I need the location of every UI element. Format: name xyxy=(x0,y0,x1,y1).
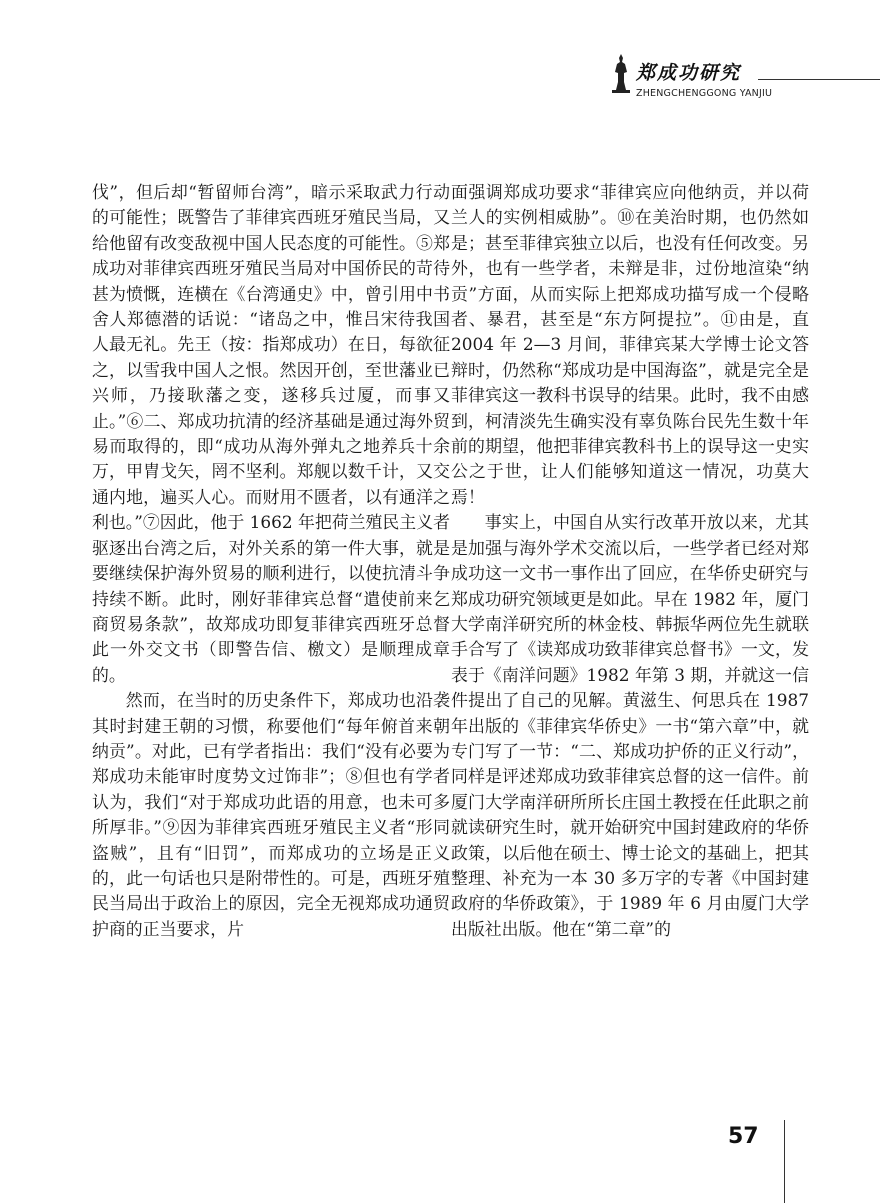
journal-title: 郑成功研究 xyxy=(636,62,742,84)
left-paragraph-1: 伐”，但后却“暂留师台湾”，暗示采取武力行动的可能性；既警告了菲律宾西班牙殖民当局，又给他留有改变敌视中国人民态度的可能性。⑤郑成功对菲律宾西班牙殖民当局对中国侨民的苛待甚为愤慨，连横在《台湾通史》中，曾引用中书舍人郑德潜的话说：“诸岛之中，惟吕宋待我国人最无礼。先王（按：指郑成功）在日，每欲征之，以雪我中国人之恨。然因开创，至世藩业已兴师，乃接耿藩之变，遂移兵过厦，而事又止。”⑥二、郑成功抗清的经济基础是通过海外贸易而取得的，即“成功从海外弹丸之地养兵十余万，甲胄戈矢，罔不坚利。郑舰以数千计，又交通内地，遍买人心。而财用不匮者，以有通洋之利也。”⑦因此，他于 1662 年把荷兰殖民主义者驱逐出台湾之后，对外关系的第一件大事，就是要继续保护海外贸易的顺利进行，以使抗清斗争持续不断。此时，刚好菲律宾总督“遣使前来乞商贸易条款”，故郑成功即复菲律宾西班牙总督此一外交文书（即警告信、檄文）是顺理成章的。 xyxy=(92,182,450,685)
page-number: 57 xyxy=(728,1124,759,1149)
left-column xyxy=(92,180,450,942)
journal-subtitle: ZHENGCHENGGONG YANJIU xyxy=(636,88,773,99)
right-paragraph-2: 事实上，中国自从实行改革开放以来，尤其是加强与海外学术交流以后，一些学者已经对郑成功这一文书一事作出了回应，在华侨史研究与郑成功研究领域更是如此。早在 1982 年，厦门大学南洋研究所的林金枝、韩振华两位先生就联手合写了《读郑成功致菲律宾总督书》一文，发表于《南洋问题》1982 年第 3 期，并就这一信件提出了自己的见解。黄滋生、何思兵在 1987 年出版的《菲律宾华侨史》一书“第六章”中，就专门写了一节：“二、郑成功护侨的正义行动”，同样是评述郑成功致菲律宾总督的这一信件。前厦门大学南洋研所所长庄国土教授在任此职之前就读研究生时，就开始研究中国封建政府的华侨政策，以后他在硕士、博士论文的基础上，把其整理、补充为一本 30 多万字的专著《中国封建政府的华侨政策》，于 1989 年 6 月由厦门大学出版社出版。他在“第二章”的 xyxy=(451,512,809,939)
running-header xyxy=(600,52,880,107)
right-paragraph-1: 面强调郑成功要求“菲律宾应向他纳贡，并以荷兰人的实例相威胁”。⑩在美治时期，也仍然如是；甚至菲律宾独立以后，也没有任何改变。另外，也有一些学者，未辩是非，过份地渲染“纳贡”方面，从而实际上把郑成功描写成一个侵略者、暴君，甚至是“东方阿提拉”。⑪由是，直 2004 年 2—3 月间，菲律宾某大学博士论文答辩时，仍然称“郑成功是中国海盗”，就是完全是菲律宾这一教科书误导的结果。此时，我不由感到，柯清淡先生确实没有辜负陈台民先生数十年前的期望，他把菲律宾教科书上的误导这一史实公之于世，让人们能够知道这一情况，功莫大焉！ xyxy=(451,182,809,507)
footer-rule xyxy=(784,1120,785,1203)
left-paragraph-2: 然而，在当时的历史条件下，郑成功也沿袭其时封建王朝的习惯，称要他们“每年俯首来朝纳贡”。对此，已有学者指出：我们“没有必要为郑成功未能审时度势文过饰非”；⑧但也有学者认为，我们“对于郑成功此语的用意，也未可多所厚非。”⑨因为菲律宾西班牙殖民主义者“形同盗贼”，且有“旧罚”，而郑成功的立场是正义的，此一句话也只是附带性的。可是，西班牙殖民当局出于政治上的原因，完全无视郑成功通贸护商的正当要求，片 xyxy=(92,690,450,939)
header-rule xyxy=(758,79,880,80)
warrior-statue-icon xyxy=(608,52,634,94)
right-column xyxy=(451,180,809,942)
